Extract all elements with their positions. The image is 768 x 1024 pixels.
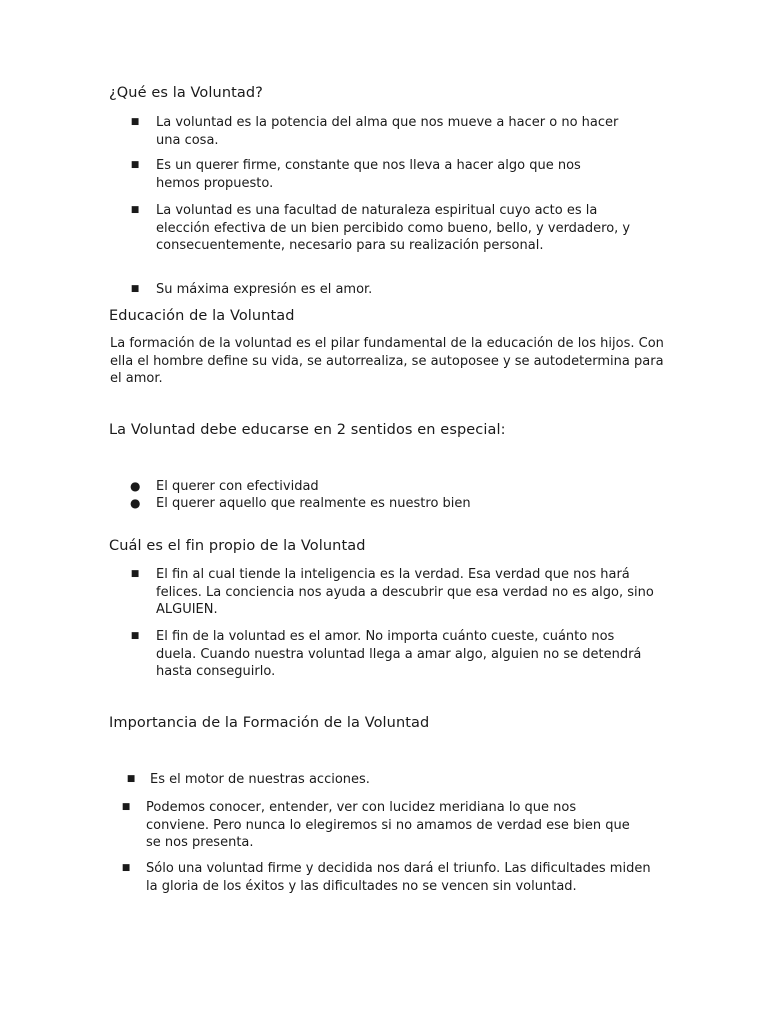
- list-item: [130, 281, 630, 299]
- list-item: [121, 860, 661, 914]
- section-heading: Educación de la Voluntad: [109, 308, 295, 324]
- list-item-text: Es un querer firme, constante que nos lleva a hacer algo que nos hemos propuesto.: [156, 158, 581, 191]
- square-bullet-icon: ■: [130, 160, 140, 170]
- square-bullet-icon: ■: [130, 117, 140, 127]
- list-item: [130, 628, 655, 682]
- list-item-text: Sólo una voluntad firme y decidida nos dará el triunfo. Las dificultades miden la gloria de los éxitos y las dificultades no se vencen sin voluntad.: [146, 861, 651, 894]
- list-item-text: La voluntad es la potencia del alma que nos mueve a hacer o no hacer una cosa.: [156, 115, 619, 148]
- square-bullet-icon: ■: [130, 205, 140, 215]
- list-item: [130, 478, 630, 496]
- square-bullet-icon: ■: [130, 284, 140, 294]
- list-item: [130, 495, 630, 513]
- list-item-text: El querer con efectividad: [156, 479, 319, 494]
- list-item: [126, 771, 626, 789]
- list-item: [130, 202, 650, 274]
- list-item: [130, 157, 630, 193]
- section-heading: Importancia de la Formación de la Voluntad: [109, 715, 430, 731]
- round-bullet-icon: ●: [130, 479, 141, 493]
- square-bullet-icon: ■: [121, 863, 131, 873]
- section-heading: Cuál es el fin propio de la Voluntad: [109, 538, 366, 554]
- round-bullet-icon: ●: [130, 496, 141, 510]
- section-heading: La Voluntad debe educarse en 2 sentidos en especial:: [109, 422, 506, 438]
- square-bullet-icon: ■: [130, 569, 140, 579]
- section-heading: ¿Qué es la Voluntad?: [109, 85, 263, 101]
- square-bullet-icon: ■: [130, 631, 140, 641]
- list-item-text: Su máxima expresión es el amor.: [156, 282, 373, 297]
- list-item: [121, 799, 641, 853]
- section-paragraph: La formación de la voluntad es el pilar fundamental de la educación de los hijos. Con ella el hombre define su vida, se autorrealiza, se autoposee y se autodetermina para el amor.: [110, 336, 664, 386]
- list-item-text: El fin al cual tiende la inteligencia es la verdad. Esa verdad que nos hará felices. La conciencia nos ayuda a descubrir que esa verdad no es algo, sino ALGUIEN.: [156, 567, 654, 617]
- square-bullet-icon: ■: [121, 802, 131, 812]
- list-item-text: El querer aquello que realmente es nuestro bien: [156, 496, 471, 511]
- square-bullet-icon: ■: [126, 774, 136, 784]
- list-item: [130, 566, 655, 620]
- list-item-text: Es el motor de nuestras acciones.: [150, 772, 370, 787]
- list-item-text: Podemos conocer, entender, ver con lucidez meridiana lo que nos conviene. Pero nunca lo elegiremos si no amamos de verdad ese bien que se nos presenta.: [146, 800, 630, 850]
- list-item: [130, 114, 630, 150]
- list-item-text: La voluntad es una facultad de naturaleza espiritual cuyo acto es la elección efectiva de un bien percibido como bueno, bello, y verdadero, y consecuentemente, necesario para su realización personal.: [156, 203, 631, 253]
- list-item-text: El fin de la voluntad es el amor. No importa cuánto cueste, cuánto nos duela. Cuando nuestra voluntad llega a amar algo, alguien no se detendrá hasta conseguirlo.: [156, 629, 642, 679]
